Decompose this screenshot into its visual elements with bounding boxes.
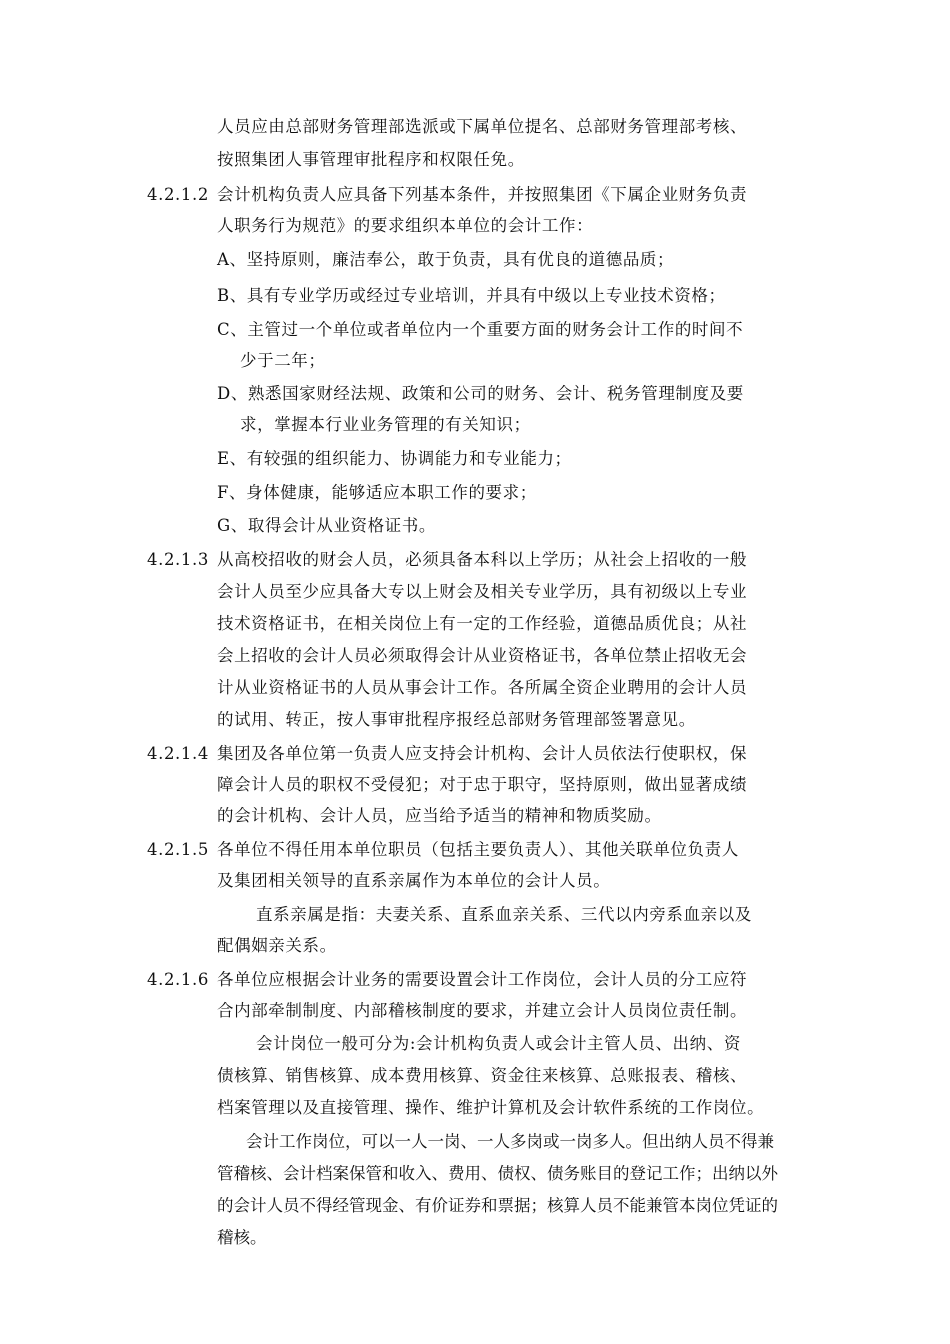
intro-line: 人员应由总部财务管理部选派或下属单位提名、总部财务管理部考核、 <box>217 117 748 136</box>
section-line: 集团及各单位第一负责人应支持会计机构、会计人员依法行使职权，保 <box>217 744 748 763</box>
section-line: 各单位应根据会计业务的需要设置会计工作岗位，会计人员的分工应符 <box>217 970 748 989</box>
paragraph-line: 会计岗位一般可分为:会计机构负责人或会计主管人员、出纳、资 <box>256 1034 741 1053</box>
list-item-d: D、熟悉国家财经法规、政策和公司的财务、会计、税务管理制度及要 <box>217 384 744 403</box>
paragraph-line: 档案管理以及直接管理、操作、维护计算机及会计软件系统的工作岗位。 <box>217 1098 765 1117</box>
section-line: 会上招收的会计人员必须取得会计从业资格证书，各单位禁止招收无会 <box>217 646 748 665</box>
section-line: 人职务行为规范》的要求组织本单位的会计工作： <box>217 216 594 235</box>
paragraph-line: 的会计人员不得经管现金、有价证券和票据；核算人员不能兼管本岗位凭证的 <box>217 1196 778 1215</box>
section-line: 的试用、转正，按人事审批程序报经总部财务管理部签署意见。 <box>217 710 696 729</box>
list-item-c: C、主管过一个单位或者单位内一个重要方面的财务会计工作的时间不 <box>217 320 744 339</box>
list-item-f: F、身体健康，能够适应本职工作的要求； <box>217 483 537 502</box>
section-line: 会计人员至少应具备大专以上财会及相关专业学历，具有初级以上专业 <box>217 582 748 601</box>
section-line: 合内部牵制制度、内部稽核制度的要求，并建立会计人员岗位责任制。 <box>217 1001 748 1020</box>
list-item-c-cont: 少于二年； <box>240 351 326 370</box>
paragraph-line: 会计工作岗位，可以一人一岗、一人多岗或一岗多人。但出纳人员不得兼 <box>246 1132 774 1151</box>
section-number: 4.2.1.3 <box>147 550 209 569</box>
section-number: 4.2.1.2 <box>147 185 209 204</box>
section-line: 会计机构负责人应具备下列基本条件，并按照集团《下属企业财务负责 <box>217 185 748 204</box>
paragraph-line: 稽核。 <box>217 1228 267 1247</box>
section-line: 障会计人员的职权不受侵犯；对于忠于职守，坚持原则，做出显著成绩 <box>217 775 748 794</box>
list-item-d-cont: 求，掌握本行业业务管理的有关知识； <box>240 415 531 434</box>
note-line: 配偶姻亲关系。 <box>217 936 337 955</box>
list-item-a: A、坚持原则，廉洁奉公，敢于负责，具有优良的道德品质； <box>217 250 675 269</box>
section-number: 4.2.1.4 <box>147 744 209 763</box>
section-line: 各单位不得任用本单位职员（包括主要负责人）、其他关联单位负责人 <box>217 840 739 859</box>
paragraph-line: 管稽核、会计档案保管和收入、费用、债权、债务账目的登记工作；出纳以外 <box>217 1164 778 1183</box>
list-item-g: G、取得会计从业资格证书。 <box>217 516 436 535</box>
section-number: 4.2.1.5 <box>147 840 209 859</box>
intro-line: 按照集团人事管理审批程序和权限任免。 <box>217 150 525 169</box>
list-item-e: E、有较强的组织能力、协调能力和专业能力； <box>217 449 572 468</box>
section-line: 及集团相关领导的直系亲属作为本单位的会计人员。 <box>217 871 611 890</box>
list-item-b: B、具有专业学历或经过专业培训，并具有中级以上专业技术资格； <box>217 286 726 305</box>
section-line: 计从业资格证书的人员从事会计工作。各所属全资企业聘用的会计人员 <box>217 678 748 697</box>
section-line: 从高校招收的财会人员，必须具备本科以上学历；从社会上招收的一般 <box>217 550 748 569</box>
paragraph-line: 债核算、销售核算、成本费用核算、资金往来核算、总账报表、稽核、 <box>217 1066 748 1085</box>
section-line: 的会计机构、会计人员，应当给予适当的精神和物质奖励。 <box>217 806 662 825</box>
section-number: 4.2.1.6 <box>147 970 209 989</box>
section-line: 技术资格证书，在相关岗位上有一定的工作经验，道德品质优良；从社 <box>217 614 748 633</box>
note-line: 直系亲属是指：夫妻关系、直系血亲关系、三代以内旁系血亲以及 <box>256 905 752 924</box>
